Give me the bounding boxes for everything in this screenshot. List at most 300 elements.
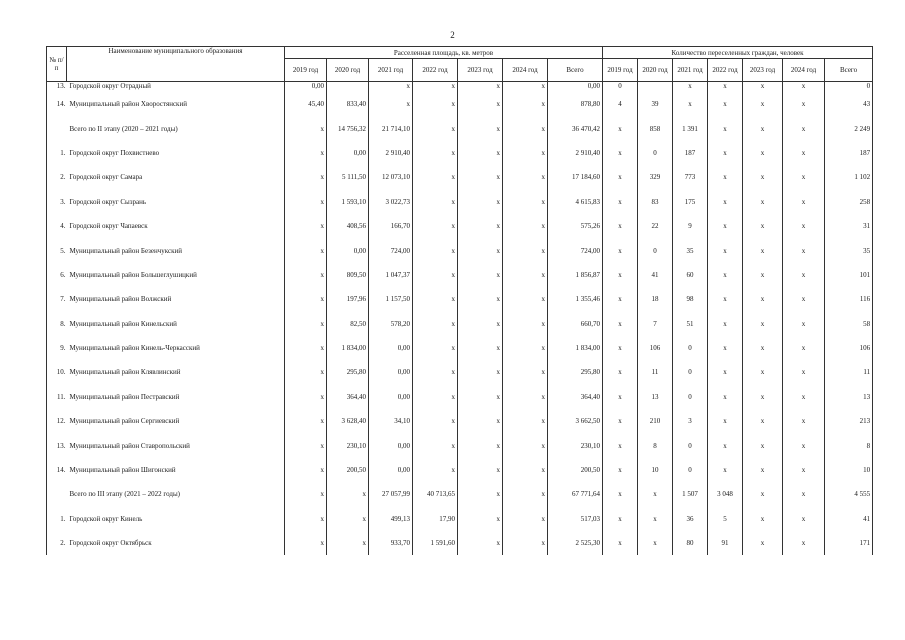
area-value: x <box>503 336 548 360</box>
people-value: x <box>783 238 825 262</box>
municipality-name: Муниципальный район Хворостянский <box>67 92 285 116</box>
people-total: 106 <box>825 336 873 360</box>
area-value: x <box>458 165 503 189</box>
people-value: 0 <box>673 336 708 360</box>
area-value: x <box>413 82 458 93</box>
people-value: 91 <box>708 531 743 555</box>
table-row <box>47 165 873 189</box>
row-number: 14. <box>47 92 67 116</box>
area-value: 1 834,00 <box>327 336 369 360</box>
people-group-header: Количество переселенных граждан, человек <box>603 47 873 59</box>
area-value: x <box>285 507 327 531</box>
area-value: x <box>327 507 369 531</box>
people-value: 11 <box>638 360 673 384</box>
people-total: 13 <box>825 385 873 409</box>
area-value: x <box>503 433 548 457</box>
area-value: x <box>285 312 327 336</box>
people-total: 10 <box>825 458 873 482</box>
area-value: 14 756,32 <box>327 116 369 140</box>
area-value: 0,00 <box>369 458 413 482</box>
people-value: x <box>708 336 743 360</box>
area-value: 17,90 <box>413 507 458 531</box>
people-value: x <box>708 116 743 140</box>
area-value: x <box>458 409 503 433</box>
row-number: 11. <box>47 385 67 409</box>
people-year-header: 2022 год <box>708 59 743 82</box>
people-total: 35 <box>825 238 873 262</box>
people-year-header: 2023 год <box>743 59 783 82</box>
people-value: x <box>708 165 743 189</box>
table-row <box>47 82 873 93</box>
row-number <box>47 482 67 506</box>
area-value: x <box>458 287 503 311</box>
people-value: x <box>743 433 783 457</box>
area-value: x <box>369 82 413 93</box>
area-value: x <box>458 458 503 482</box>
row-number: 2. <box>47 165 67 189</box>
people-value: x <box>603 214 638 238</box>
people-year-header: 2021 год <box>673 59 708 82</box>
people-value: 36 <box>673 507 708 531</box>
people-value: x <box>783 312 825 336</box>
area-value: x <box>458 360 503 384</box>
area-value: x <box>285 141 327 165</box>
people-value: x <box>603 360 638 384</box>
area-value: x <box>413 360 458 384</box>
people-total: 187 <box>825 141 873 165</box>
area-value: x <box>413 287 458 311</box>
people-value: x <box>743 409 783 433</box>
municipality-name: Муниципальный район Кинель-Черкасский <box>67 336 285 360</box>
people-value: x <box>783 433 825 457</box>
people-value: x <box>708 312 743 336</box>
area-value: x <box>458 263 503 287</box>
table-row <box>47 263 873 287</box>
people-value: x <box>743 165 783 189</box>
municipality-name: Городской округ Кинель <box>67 507 285 531</box>
people-value: 7 <box>638 312 673 336</box>
table-row <box>47 531 873 555</box>
row-number: 12. <box>47 409 67 433</box>
row-number: 2. <box>47 531 67 555</box>
people-value: x <box>603 336 638 360</box>
area-value: x <box>503 360 548 384</box>
area-total: 1 834,00 <box>548 336 603 360</box>
people-total: 2 249 <box>825 116 873 140</box>
table-body <box>47 82 873 556</box>
area-value: x <box>503 165 548 189</box>
area-value: x <box>285 409 327 433</box>
people-total: 11 <box>825 360 873 384</box>
people-value: x <box>603 190 638 214</box>
people-value: 22 <box>638 214 673 238</box>
municipality-name: Муниципальный район Большеглушицкий <box>67 263 285 287</box>
area-total: 2 910,40 <box>548 141 603 165</box>
area-value: x <box>413 263 458 287</box>
municipality-name: Городской округ Чапаевск <box>67 214 285 238</box>
area-value: 833,40 <box>327 92 369 116</box>
area-value: x <box>503 312 548 336</box>
people-value: 80 <box>673 531 708 555</box>
municipality-name: Муниципальный район Пестравский <box>67 385 285 409</box>
table-row <box>47 312 873 336</box>
area-total: 878,80 <box>548 92 603 116</box>
area-value: 3 628,40 <box>327 409 369 433</box>
area-value: x <box>458 82 503 93</box>
area-value: 27 057,99 <box>369 482 413 506</box>
people-value: x <box>638 507 673 531</box>
area-value: x <box>285 190 327 214</box>
people-value: x <box>603 312 638 336</box>
area-value: x <box>285 336 327 360</box>
area-year-header: 2020 год <box>327 59 369 82</box>
people-value: x <box>673 92 708 116</box>
area-value: x <box>503 531 548 555</box>
people-value: 10 <box>638 458 673 482</box>
area-value: 499,13 <box>369 507 413 531</box>
municipality-name: Муниципальный район Волжский <box>67 287 285 311</box>
people-total: 43 <box>825 92 873 116</box>
people-value: 858 <box>638 116 673 140</box>
area-value <box>327 82 369 93</box>
area-value: x <box>285 287 327 311</box>
area-value: x <box>285 360 327 384</box>
table-row <box>47 385 873 409</box>
row-number: 10. <box>47 360 67 384</box>
area-value: x <box>285 433 327 457</box>
people-value: 5 <box>708 507 743 531</box>
table-row <box>47 116 873 140</box>
people-value: 0 <box>638 141 673 165</box>
area-value: x <box>285 116 327 140</box>
people-value: x <box>603 141 638 165</box>
people-value: x <box>708 92 743 116</box>
row-number: 9. <box>47 336 67 360</box>
people-value: 1 391 <box>673 116 708 140</box>
area-value: x <box>458 385 503 409</box>
table-row <box>47 458 873 482</box>
area-group-header: Расселенная площадь, кв. метров <box>285 47 603 59</box>
row-number <box>47 116 67 140</box>
area-value: x <box>458 531 503 555</box>
area-total: 36 470,42 <box>548 116 603 140</box>
area-value: x <box>458 116 503 140</box>
people-value: x <box>708 287 743 311</box>
area-value: x <box>369 92 413 116</box>
people-value: x <box>673 82 708 93</box>
area-value: x <box>285 482 327 506</box>
municipality-name: Всего по III этапу (2021 – 2022 годы) <box>67 482 285 506</box>
people-value: x <box>708 433 743 457</box>
area-value: 5 111,50 <box>327 165 369 189</box>
people-value: 0 <box>673 433 708 457</box>
area-value: x <box>503 385 548 409</box>
area-total: 1 856,87 <box>548 263 603 287</box>
people-value: 3 048 <box>708 482 743 506</box>
people-value: x <box>708 458 743 482</box>
area-value: x <box>413 385 458 409</box>
area-total: 67 771,64 <box>548 482 603 506</box>
area-total: 3 662,50 <box>548 409 603 433</box>
area-total: 660,70 <box>548 312 603 336</box>
people-value <box>638 82 673 93</box>
people-value: 35 <box>673 238 708 262</box>
area-total: 200,50 <box>548 458 603 482</box>
area-value: 364,40 <box>327 385 369 409</box>
area-value: x <box>503 214 548 238</box>
people-value: x <box>638 531 673 555</box>
area-value: 933,70 <box>369 531 413 555</box>
row-number: 3. <box>47 190 67 214</box>
people-value: x <box>743 92 783 116</box>
area-value: x <box>327 482 369 506</box>
area-total: 295,80 <box>548 360 603 384</box>
people-value: x <box>743 141 783 165</box>
municipality-name: Городской округ Отрадный <box>67 82 285 93</box>
area-value: x <box>285 458 327 482</box>
people-value: 1 507 <box>673 482 708 506</box>
area-year-header: 2024 год <box>503 59 548 82</box>
people-value: x <box>603 531 638 555</box>
people-value: x <box>603 433 638 457</box>
municipality-name: Городской округ Похвистнево <box>67 141 285 165</box>
table-row <box>47 360 873 384</box>
row-number: 14. <box>47 458 67 482</box>
area-value: x <box>413 214 458 238</box>
area-value: x <box>503 482 548 506</box>
area-value: 200,50 <box>327 458 369 482</box>
people-value: x <box>603 507 638 531</box>
area-value: 3 022,73 <box>369 190 413 214</box>
municipality-name: Городской округ Сызрань <box>67 190 285 214</box>
area-value: 578,20 <box>369 312 413 336</box>
people-total: 4 555 <box>825 482 873 506</box>
area-value: x <box>458 92 503 116</box>
people-value: x <box>603 287 638 311</box>
area-value: x <box>413 409 458 433</box>
people-value: x <box>743 214 783 238</box>
area-value: x <box>503 263 548 287</box>
people-value: x <box>743 385 783 409</box>
municipality-name: Городской округ Октябрьск <box>67 531 285 555</box>
area-value: 40 713,65 <box>413 482 458 506</box>
area-value: 0,00 <box>369 433 413 457</box>
people-value: 8 <box>638 433 673 457</box>
people-value: 187 <box>673 141 708 165</box>
area-value: 0,00 <box>327 141 369 165</box>
area-value: x <box>503 116 548 140</box>
people-value: x <box>743 116 783 140</box>
area-value: 0,00 <box>369 360 413 384</box>
row-number: 13. <box>47 82 67 93</box>
people-value: x <box>743 238 783 262</box>
area-value: x <box>413 238 458 262</box>
area-total: 2 525,30 <box>548 531 603 555</box>
table-row <box>47 190 873 214</box>
area-value: x <box>503 92 548 116</box>
people-year-header: 2024 год <box>783 59 825 82</box>
table-row <box>47 336 873 360</box>
table-row <box>47 482 873 506</box>
table-row <box>47 287 873 311</box>
people-value: 41 <box>638 263 673 287</box>
area-value: x <box>285 263 327 287</box>
people-value: x <box>783 360 825 384</box>
area-value: x <box>458 336 503 360</box>
area-value: x <box>503 287 548 311</box>
area-year-header: 2022 год <box>413 59 458 82</box>
people-total: 101 <box>825 263 873 287</box>
area-value: x <box>285 165 327 189</box>
people-value: x <box>783 385 825 409</box>
people-value: x <box>743 482 783 506</box>
people-value: 0 <box>603 82 638 93</box>
people-value: x <box>783 141 825 165</box>
municipality-name: Муниципальный район Кинельский <box>67 312 285 336</box>
area-value: 1 047,37 <box>369 263 413 287</box>
people-value: x <box>783 263 825 287</box>
col-name-header: Наименование муниципального образования <box>67 47 285 82</box>
people-total: 41 <box>825 507 873 531</box>
area-value: x <box>458 482 503 506</box>
people-value: 60 <box>673 263 708 287</box>
area-year-header: 2023 год <box>458 59 503 82</box>
people-value: 0 <box>673 360 708 384</box>
area-value: x <box>503 238 548 262</box>
row-number: 5. <box>47 238 67 262</box>
people-value: x <box>743 82 783 93</box>
area-value: x <box>285 385 327 409</box>
people-value: x <box>708 214 743 238</box>
area-value: x <box>503 507 548 531</box>
people-value: x <box>783 214 825 238</box>
municipality-name: Городской округ Самара <box>67 165 285 189</box>
area-value: x <box>458 214 503 238</box>
people-value: 98 <box>673 287 708 311</box>
area-value: x <box>503 141 548 165</box>
people-value: x <box>783 190 825 214</box>
table-row <box>47 141 873 165</box>
people-year-header: 2019 год <box>603 59 638 82</box>
row-number: 1. <box>47 141 67 165</box>
area-value: 1 591,60 <box>413 531 458 555</box>
people-value: x <box>708 263 743 287</box>
people-value: 210 <box>638 409 673 433</box>
people-total: 213 <box>825 409 873 433</box>
people-value: 18 <box>638 287 673 311</box>
area-total: 724,00 <box>548 238 603 262</box>
people-value: x <box>743 190 783 214</box>
people-total: 258 <box>825 190 873 214</box>
area-total: 17 184,60 <box>548 165 603 189</box>
row-number: 1. <box>47 507 67 531</box>
people-value: 83 <box>638 190 673 214</box>
people-value: 0 <box>638 238 673 262</box>
people-value: x <box>783 336 825 360</box>
area-value: 1 593,10 <box>327 190 369 214</box>
area-value: x <box>413 312 458 336</box>
people-value: x <box>783 82 825 93</box>
people-value: x <box>638 482 673 506</box>
people-value: x <box>603 482 638 506</box>
area-value: x <box>458 141 503 165</box>
municipality-name: Муниципальный район Безенчукский <box>67 238 285 262</box>
people-value: x <box>708 238 743 262</box>
people-value: x <box>708 190 743 214</box>
people-total: 8 <box>825 433 873 457</box>
area-total: 575,26 <box>548 214 603 238</box>
row-number: 8. <box>47 312 67 336</box>
area-value: x <box>413 141 458 165</box>
people-value: 9 <box>673 214 708 238</box>
area-value: 295,80 <box>327 360 369 384</box>
people-value: 106 <box>638 336 673 360</box>
col-no-header: № п/п <box>47 47 67 82</box>
people-value: x <box>708 141 743 165</box>
people-total: 171 <box>825 531 873 555</box>
area-total: 230,10 <box>548 433 603 457</box>
area-total: 364,40 <box>548 385 603 409</box>
people-total: 1 102 <box>825 165 873 189</box>
area-value: x <box>458 190 503 214</box>
people-value: x <box>603 263 638 287</box>
people-value: x <box>743 263 783 287</box>
area-value: x <box>413 92 458 116</box>
area-value: 0,00 <box>327 238 369 262</box>
people-total: 58 <box>825 312 873 336</box>
area-value: x <box>413 165 458 189</box>
area-value: x <box>285 238 327 262</box>
people-value: 0 <box>673 385 708 409</box>
people-value: x <box>783 531 825 555</box>
area-value: x <box>503 458 548 482</box>
people-value: x <box>783 458 825 482</box>
area-value: 0,00 <box>369 336 413 360</box>
row-number: 7. <box>47 287 67 311</box>
area-total: 4 615,83 <box>548 190 603 214</box>
table-row <box>47 92 873 116</box>
area-value: 34,10 <box>369 409 413 433</box>
people-value: x <box>603 116 638 140</box>
area-value: 1 157,50 <box>369 287 413 311</box>
people-value: x <box>783 287 825 311</box>
people-value: x <box>708 409 743 433</box>
people-value: x <box>783 92 825 116</box>
people-value: x <box>743 287 783 311</box>
area-value: 166,70 <box>369 214 413 238</box>
area-value: x <box>327 531 369 555</box>
people-value: x <box>743 360 783 384</box>
people-value: x <box>743 531 783 555</box>
people-total: 31 <box>825 214 873 238</box>
area-value: x <box>413 458 458 482</box>
people-value: 329 <box>638 165 673 189</box>
people-value: x <box>743 336 783 360</box>
people-value: 0 <box>673 458 708 482</box>
people-value: x <box>603 238 638 262</box>
table-row <box>47 214 873 238</box>
area-value: x <box>458 433 503 457</box>
area-value: x <box>285 531 327 555</box>
area-value: x <box>503 190 548 214</box>
people-value: x <box>708 82 743 93</box>
area-value: x <box>458 312 503 336</box>
area-value: 21 714,10 <box>369 116 413 140</box>
area-total-header: Всего <box>548 59 603 82</box>
page-number: 2 <box>450 30 455 40</box>
area-value: 408,56 <box>327 214 369 238</box>
area-value: x <box>503 409 548 433</box>
